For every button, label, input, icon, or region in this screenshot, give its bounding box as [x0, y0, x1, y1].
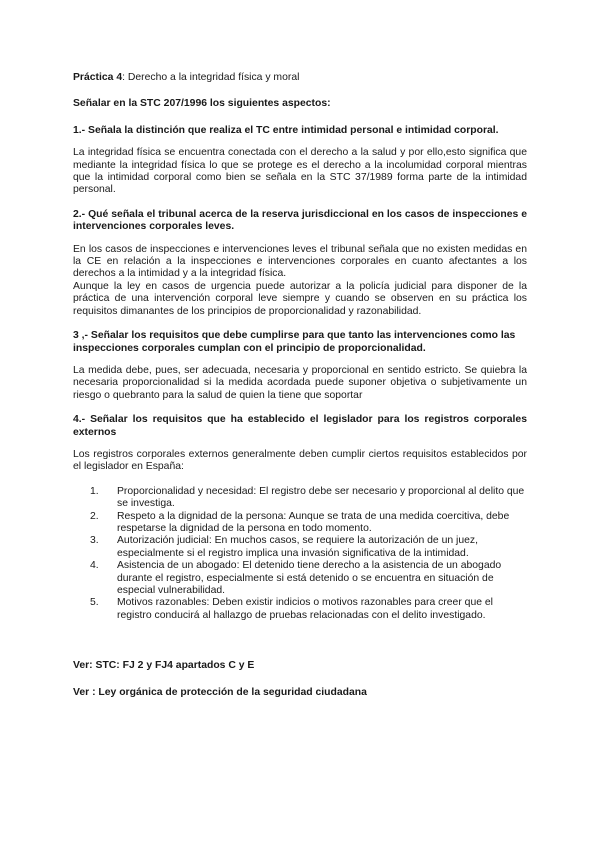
section-2-body: En los casos de inspecciones e intervenciones leves el tribunal señala que no existen medidas en la CE en relación a la inspecciones e intervenciones corporales en cuanto afectantes a los derechos a la intimidad y a la integridad física. [73, 243, 527, 280]
list-item [90, 485, 527, 511]
list-item-text: Proporcionalidad y necesidad: El registro debe ser necesario y proporcional al delito que se investiga. [117, 485, 525, 510]
list-item [90, 560, 527, 597]
document-title [73, 72, 527, 84]
list-item-text: Asistencia de un abogado: El detenido tiene derecho a la asistencia de un abogado durante el registro, especialmente si está detenido o se encuentra en situación de especial vulnerabilidad. [117, 560, 502, 596]
section-3-heading: 3 ,- Señalar los requisitos que debe cumplirse para que tanto las intervenciones como las inspecciones corporales cumplan con el principio de proporcionalidad. [73, 330, 516, 354]
list-item-text: Autorización judicial: En muchos casos, se requiere la autorización de un juez, especialmente si el registro implica una invasión significativa de la intimidad. [117, 535, 478, 559]
reference-ley-organica: Ver : Ley orgánica de protección de la seguridad ciudadana [73, 686, 367, 698]
section-2-body-continued: Aunque la ley en casos de urgencia puede autorizar a la policía judicial para disponer de la práctica de una intervención corporal leve siempre y cuando se observen en su práctica los requisitos dimanantes de los principios de proporcionalidad y razonabilidad. [73, 280, 527, 317]
list-item [90, 510, 527, 536]
list-item [90, 535, 527, 560]
section-4-body: Los registros corporales externos generalmente deben cumplir ciertos requisitos establecidos por el legislador en España: [73, 448, 527, 473]
list-item-text: Respeto a la dignidad de la persona: Aunque se trata de una medida coercitiva, debe respetarse la dignidad de la persona en todo momento. [117, 510, 510, 534]
list-item-text: Motivos razonables: Deben existir indicios o motivos razonables para creer que el registro conducirá al hallazgo de pruebas relacionadas con el delito investigado. [117, 597, 493, 621]
section-3-body: La medida debe, pues, ser adecuada, necesaria y proporcional en sentido estricto. Se quiebra la necesaria proporcionalidad si la medida acordada puede suponer objetiva o subjetivamente un riesgo o quebranto para la salud de quien la tiene que soportar [73, 364, 527, 401]
reference-stc: Ver: STC: FJ 2 y FJ4 apartados C y E [73, 660, 255, 672]
list-item-number: 3. [90, 535, 99, 547]
list-item-number: 4. [90, 560, 99, 572]
section-1-body: La integridad física se encuentra conectada con el derecho a la salud y por ello,esto significa que mediante la integridad física lo que se protege es el derecho a la incolumidad corporal mientras que la intimidad corporal como bien se señala en la STC 37/1989 forma parte de la intimidad personal. [73, 147, 527, 196]
list-item-number: 5. [90, 597, 99, 609]
requirements-list [73, 486, 527, 622]
section-4-heading: 4.- Señalar los requisitos que ha establecido el legislador para los registros corporales externos [73, 414, 527, 438]
title-prefix: Práctica 4 [73, 72, 123, 83]
section-2-heading: 2.- Qué señala el tribunal acerca de la reserva jurisdiccional en los casos de inspecciones e intervenciones corporales leves. [73, 208, 527, 233]
title-rest: : Derecho a la integridad física y moral [122, 72, 300, 83]
document-page [73, 72, 527, 699]
list-item-number: 2. [90, 510, 99, 522]
section-1-heading: 1.- Señala la distinción que realiza el TC entre intimidad personal e intimidad corporal. [73, 124, 499, 136]
list-item-number: 1. [90, 485, 99, 497]
document-subtitle: Señalar en la STC 207/1996 los siguientes aspectos: [73, 98, 331, 110]
list-item [90, 597, 527, 622]
